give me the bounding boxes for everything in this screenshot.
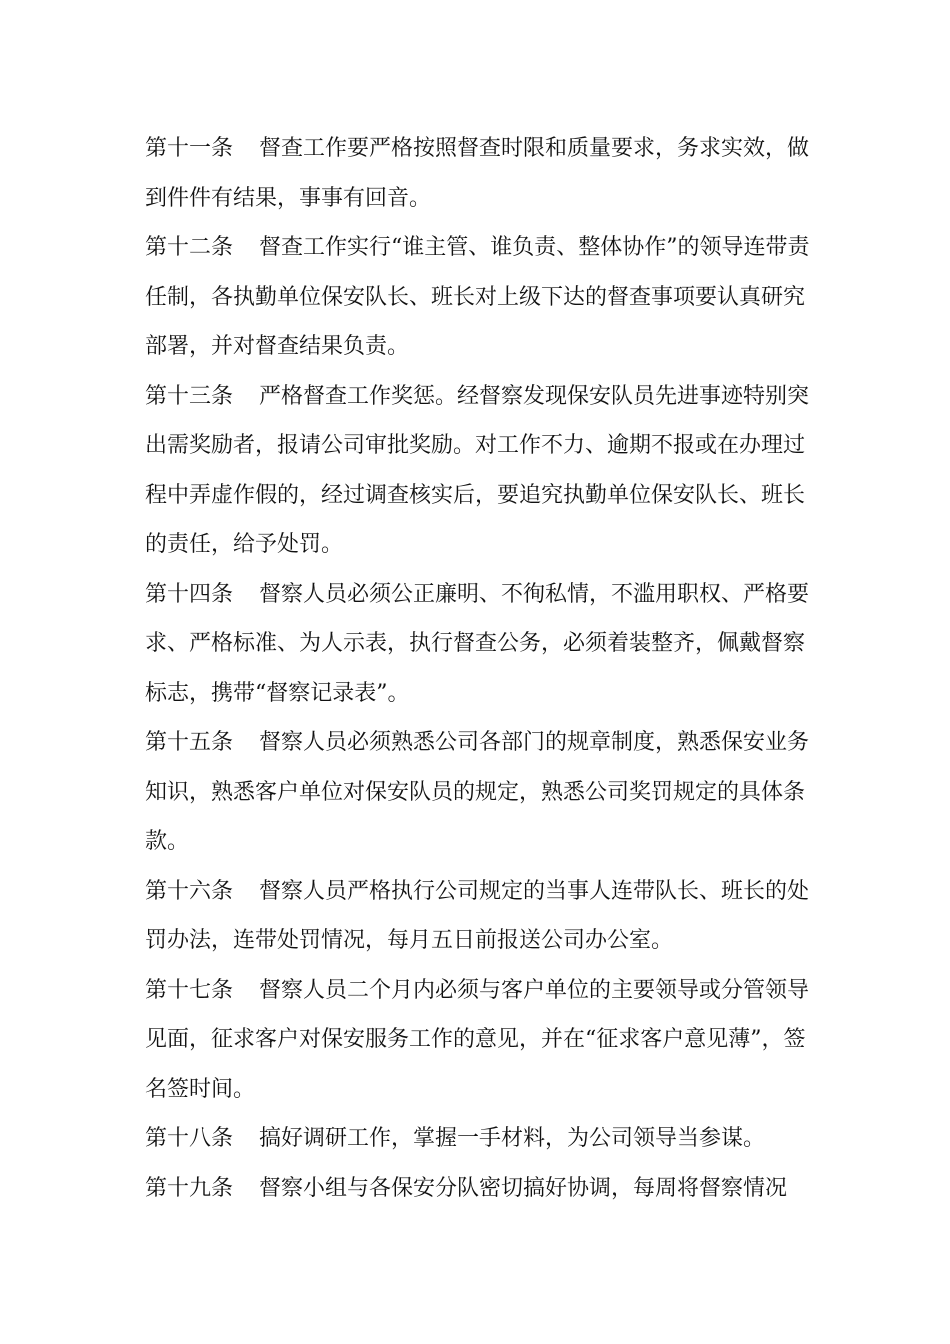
article-number: 第十八条	[145, 1126, 234, 1151]
article-text: 督查工作实行“谁主管、谁负责、整体协作”的领导连带责任制，各执勤单位保安队长、班长对上级下达的督查事项要认真研究部署，并对督查结果负责。	[145, 235, 810, 359]
article-number: 第十六条	[145, 878, 234, 904]
article-number: 第十二条	[145, 235, 234, 260]
article-text: 搞好调研工作，掌握一手材料，为公司领导当参谋。	[259, 1126, 766, 1151]
article-number: 第十九条	[145, 1175, 234, 1201]
article-text: 督察人员必须公正廉明、不徇私情，不滥用职权、严格要求、严格标准、为人示表，执行督查公务，必须着装整齐，佩戴督察标志，携带“督察记录表”。	[145, 581, 810, 706]
article-number: 第十五条	[145, 730, 234, 755]
article-number: 第十七条	[145, 977, 234, 1003]
article-number: 第十四条	[145, 581, 234, 607]
article-18	[145, 1114, 825, 1164]
article-11	[145, 124, 825, 223]
article-text: 督察人员严格执行公司规定的当事人连带队长、班长的处罚办法，连带处罚情况，每月五日前报送公司办公室。	[145, 878, 810, 953]
article-text: 督查工作要严格按照督查时限和质量要求，务求实效，做到件件有结果，事事有回音。	[145, 136, 810, 211]
document-body	[145, 124, 825, 1213]
article-number: 第十一条	[145, 136, 234, 161]
article-13	[145, 372, 825, 570]
article-19	[145, 1164, 825, 1214]
article-15	[145, 718, 825, 867]
article-17	[145, 966, 825, 1115]
article-text: 严格督查工作奖惩。经督察发现保安队员先进事迹特别突出需奖励者，报请公司审批奖励。对工作不力、逾期不报或在办理过程中弄虚作假的，经过调查核实后，要追究执勤单位保安队长、班长的责任，给予处罚。	[145, 383, 810, 557]
article-text: 督察人员必须熟悉公司各部门的规章制度，熟悉保安业务知识，熟悉客户单位对保安队员的规定，熟悉公司奖罚规定的具体条款。	[145, 730, 810, 854]
article-16	[145, 867, 825, 966]
article-number: 第十三条	[145, 383, 234, 409]
article-14	[145, 570, 825, 719]
article-text: 督察小组与各保安分队密切搞好协调，每周将督察情况	[259, 1175, 788, 1201]
article-12	[145, 223, 825, 372]
article-text: 督察人员二个月内必须与客户单位的主要领导或分管领导见面，征求客户对保安服务工作的意见，并在“征求客户意见薄”，签名签时间。	[145, 977, 810, 1102]
